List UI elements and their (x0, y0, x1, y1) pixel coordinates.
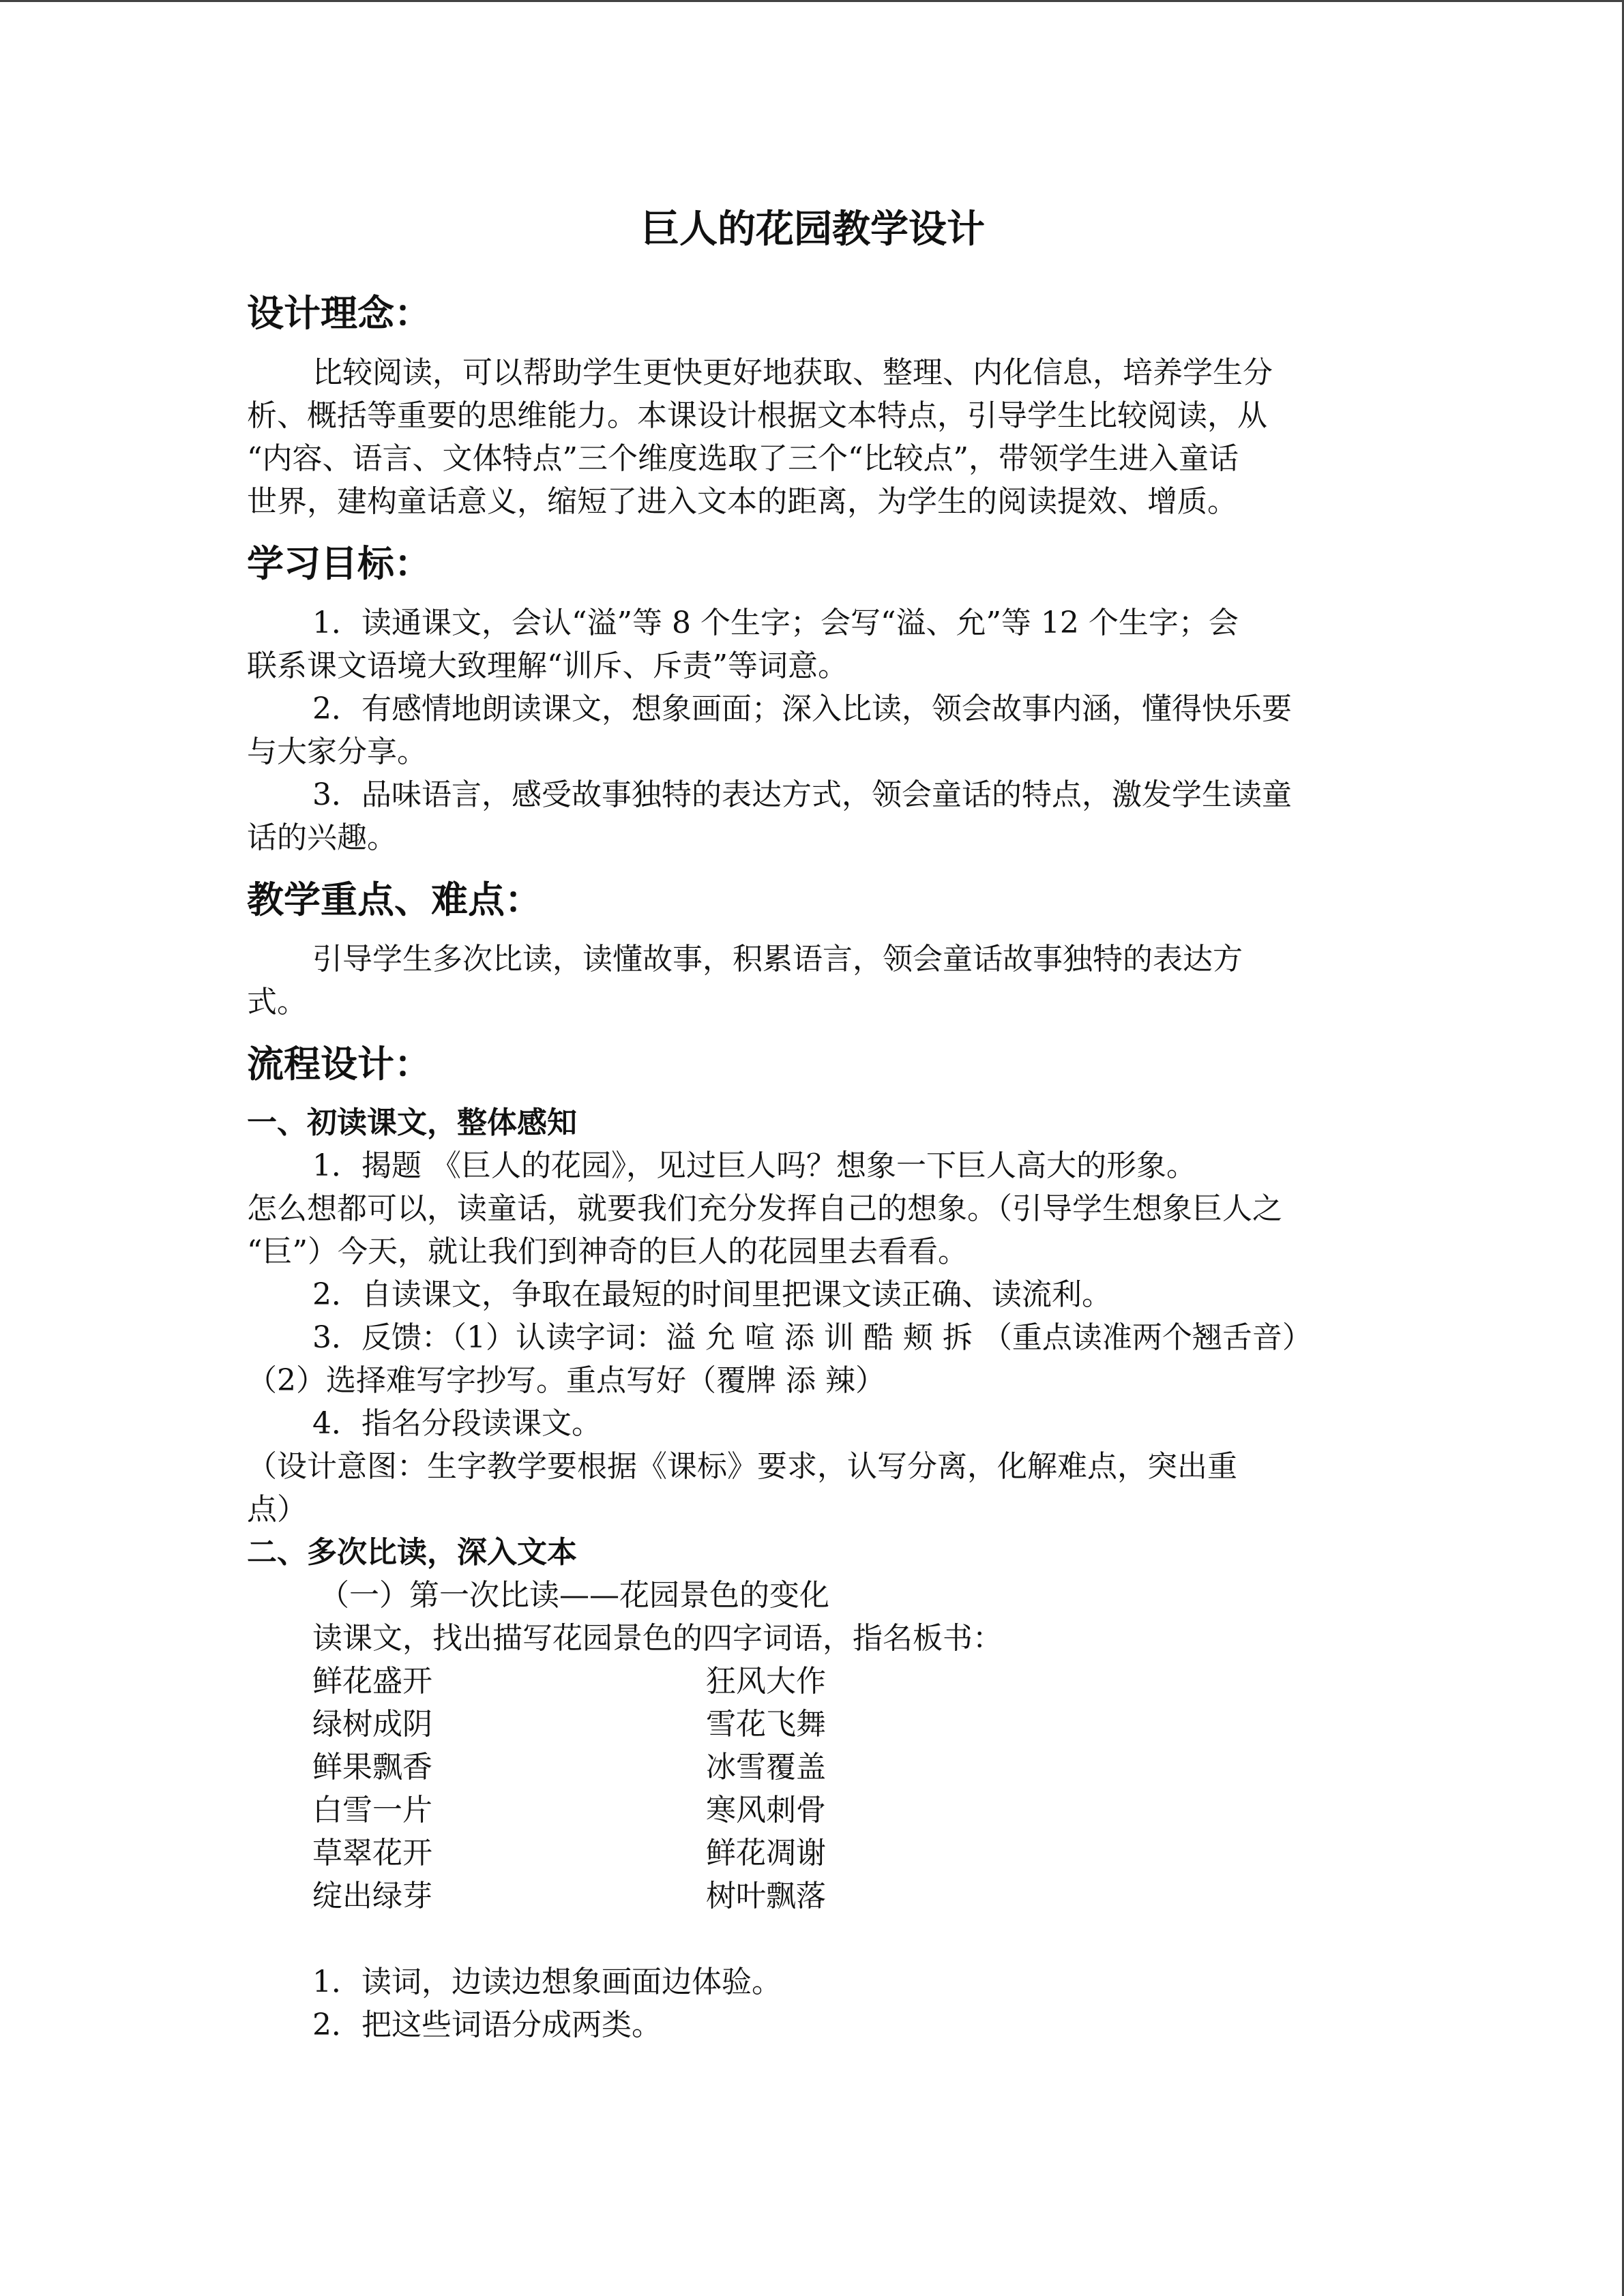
flow-part2-subtitle: （一）第一次比读——花园景色的变化 (319, 1578, 829, 1613)
concept-line-1: 比较阅读，可以帮助学生更快更好地获取、整理、内化信息，培养学生分 (312, 355, 1273, 390)
flow-part1-title: 一、初读课文，整体感知 (247, 1105, 577, 1141)
flow-part1-line-5: 3．反馈：（1）认读字词：溢 允 喧 添 训 酷 颊 拆 （重点读准两个翘舌音） (312, 1320, 1312, 1356)
concept-line-4: 世界，建构童话意义，缩短了进入文本的距离，为学生的阅读提效、增质。 (247, 483, 1237, 519)
flow-part1-line-4: 2．自读课文，争取在最短的时间里把课文读正确、读流利。 (312, 1277, 1112, 1313)
goal-line-2: 联系课文语境大致理解“训斥、斥责”等词意。 (247, 648, 848, 683)
document-content (247, 207, 1379, 2046)
task-line-1: 1．读词，边读边想象画面边体验。 (312, 1965, 782, 2000)
goals-list (247, 601, 1379, 859)
flow-part1-line-2: 怎么想都可以，读童话，就要我们充分发挥自己的想象。（引导学生想象巨人之 (247, 1191, 1282, 1227)
heading-concept: 设计理念： (247, 292, 431, 336)
keypoints-line-1: 引导学生多次比读，读懂故事，积累语言，领会童话故事独特的表达方 (312, 941, 1243, 976)
keypoints-line-2: 式。 (247, 984, 307, 1019)
keypoints-paragraph (247, 938, 1379, 1024)
concept-line-3: “内容、语言、文体特点”三个维度选取了三个“比较点”，带领学生进入童话 (247, 441, 1239, 476)
task-line-2: 2．把这些词语分成两类。 (312, 2008, 662, 2043)
heading-goals: 学习目标： (247, 541, 431, 585)
page-title: 巨人的花园教学设计 (641, 207, 985, 252)
word-list-grid (312, 1660, 1379, 1918)
heading-flow: 流程设计： (247, 1042, 431, 1086)
word-left-1: 鲜花盛开 (312, 1664, 432, 1699)
word-left-3: 鲜果飘香 (312, 1750, 432, 1785)
flow-part1-line-7: 4．指名分段读课文。 (312, 1406, 602, 1442)
concept-line-2: 析、概括等重要的思维能力。本课设计根据文本特点，引导学生比较阅读，从 (247, 398, 1267, 433)
blank-line (247, 1918, 1379, 1960)
flow-part1-line-3: “巨”）今天，就让我们到神奇的巨人的花园里去看看。 (247, 1234, 968, 1270)
word-right-3: 冰雪覆盖 (706, 1750, 826, 1785)
goal-line-4: 与大家分享。 (247, 734, 427, 769)
goal-line-1: 1．读通课文，会认“溢”等 8 个生字；会写“溢、允”等 12 个生字；会 (312, 605, 1239, 640)
word-left-4: 白雪一片 (312, 1793, 432, 1828)
flow-part2-title: 二、多次比读，深入文本 (247, 1535, 577, 1570)
word-right-1: 狂风大作 (706, 1664, 826, 1699)
word-left-6: 绽出绿芽 (312, 1879, 432, 1914)
flow-part2-intro: 读课文，找出描写花园景色的四字词语，指名板书： (312, 1621, 1003, 1656)
word-right-2: 雪花飞舞 (706, 1707, 826, 1742)
goal-line-6: 话的兴趣。 (247, 820, 397, 855)
heading-keypoints: 教学重点、难点： (247, 878, 542, 921)
goal-line-5: 3．品味语言，感受故事独特的表达方式，领会童话的特点，激发学生读童 (312, 777, 1292, 812)
flow-part1-line-8: （设计意图：生字教学要根据《课标》要求，认写分离，化解难点，突出重 (247, 1449, 1237, 1485)
word-right-6: 树叶飘落 (706, 1879, 826, 1914)
flow-part1-line-9: 点） (247, 1492, 307, 1527)
flow-part1-line-6: （2）选择难写字抄写。重点写好（覆牌 添 辣） (247, 1363, 885, 1399)
word-left-2: 绿树成阴 (312, 1707, 432, 1742)
concept-paragraph (247, 351, 1379, 523)
goal-line-3: 2．有感情地朗读课文，想象画面；深入比读，领会故事内涵，懂得快乐要 (312, 691, 1292, 726)
word-left-5: 草翠花开 (312, 1836, 432, 1871)
word-right-5: 鲜花凋谢 (706, 1836, 826, 1871)
word-right-4: 寒风刺骨 (706, 1793, 826, 1828)
flow-part1-line-1: 1．揭题 《巨人的花园》，见过巨人吗？想象一下巨人高大的形象。 (312, 1148, 1196, 1184)
